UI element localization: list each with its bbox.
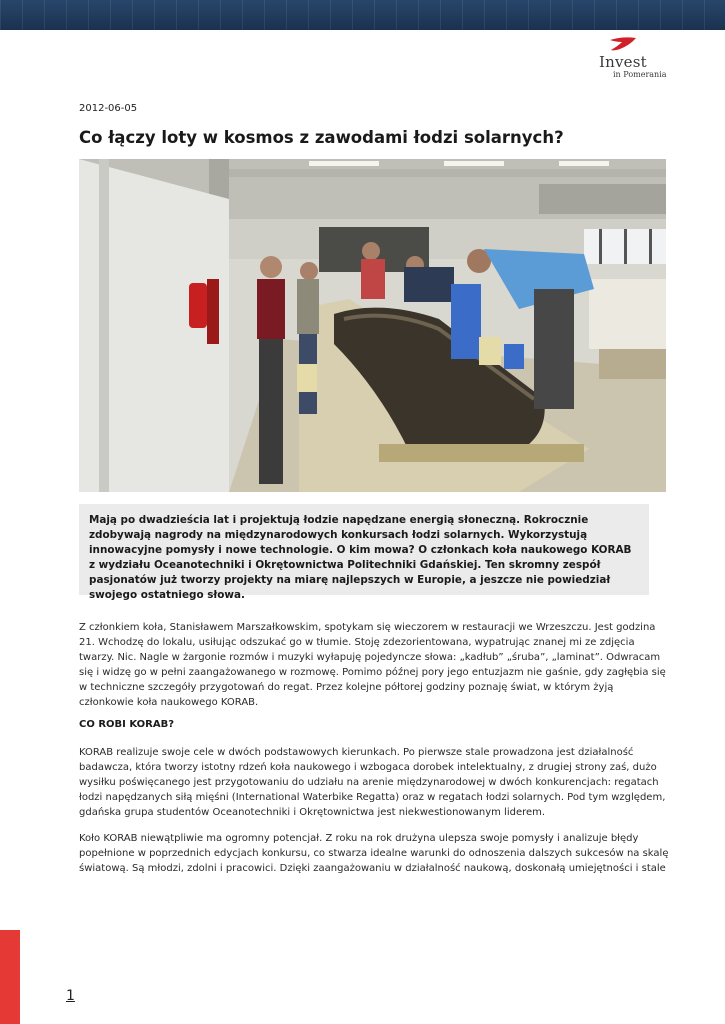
article-paragraph: Z członkiem koła, Stanisławem Marszałkowskim, spotykam się wieczorem w restauracji we Wrzeszczu. Jest godzina 21. Wchodzę do lokalu, usiłując odszukać go w tłumie. Stoję zdezorientowana, wypatrując znanej mi ze zdjęcia twarzy. Nic. Nagle w żargonie rozmów i muzyki wyłapuję pojedyncze słowa: „kadłub” „śruba”, „laminat”. Odwracam się i widzę go w pełni zaangażowanego w rozmowę. Pomimo późnej pory jego entuzjazm nie gaśnie, gdy zagłębia się w techniczne szczegóły przygotowań do regat. Przez kolejne półtorej godziny poznaję świat, w którym żyją członkowie koła naukowego KORAB.: [79, 622, 666, 708]
section-heading: CO ROBI KORAB?: [79, 719, 175, 730]
logo-wordmark: Invest: [599, 53, 647, 71]
logo-flag-icon: [608, 36, 638, 54]
article-paragraph: KORAB realizuje swoje cele w dwóch podstawowych kierunkach. Po pierwsze stale prowadzona jest działalność badawcza, która tworzy istotny rdzeń koła naukowego i wzbogaca dorobek intelektualny, z drugiej strony zaś, dużo wysiłku poświęcanego jest przygotowaniu do udziału na arenie międzynarodowej w dwóch konkurencjach: regatach łodzi napędzanych siłą mięśni (International Waterbike Regatta) oraz w regatach łodzi solarnych. Pod tym względem, gdańska grupa studentów Oceanotechniki i Okrętownictwa jest niekwestionowanym liderem.: [79, 747, 666, 818]
article-date: 2012-06-05: [79, 103, 138, 114]
article-lead: Mają po dwadzieścia lat i projektują łodzie napędzane energią słoneczną. Rokrocznie zdobywają nagrody na międzynarodowych konkursach łodzi solarnych. Wykorzystują innowacyjne pomysły i nowe technologie. O kim mowa? O członkach koła naukowego KORAB z wydziału Oceanotechniki i Okrętownictwa Politechniki Gdańskiej. Ten skromny zespół pasjonatów już tworzy projekty na miarę najlepszych w Europie, a jeszcze nie powiedział swojego ostatniego słowa.: [89, 514, 632, 601]
logo-subtitle: in Pomerania: [613, 70, 667, 79]
article-title: Co łączy loty w kosmos z zawodami łodzi solarnych?: [79, 128, 564, 147]
lead-box: [79, 504, 649, 601]
article-paragraph: Koło KORAB niewątpliwie ma ogromny potencjał. Z roku na rok drużyna ulepsza swoje pomysły i analizuje błędy popełnione w poprzednich edycjach konkursu, co stwarza idealne warunki do odnoszenia dalszych sukcesów na skalę światową. Są młodzi, zdolni i pracowici. Dzięki zaangażowaniu w działalność naukową, doskonałą umiejętności i stale: [79, 833, 669, 874]
invest-in-pomerania-logo[interactable]: [596, 36, 668, 82]
page-number[interactable]: 1: [66, 988, 75, 1004]
article-photo: [79, 159, 666, 492]
top-header-band: [0, 0, 725, 30]
footer-accent-strip: [0, 930, 20, 1024]
